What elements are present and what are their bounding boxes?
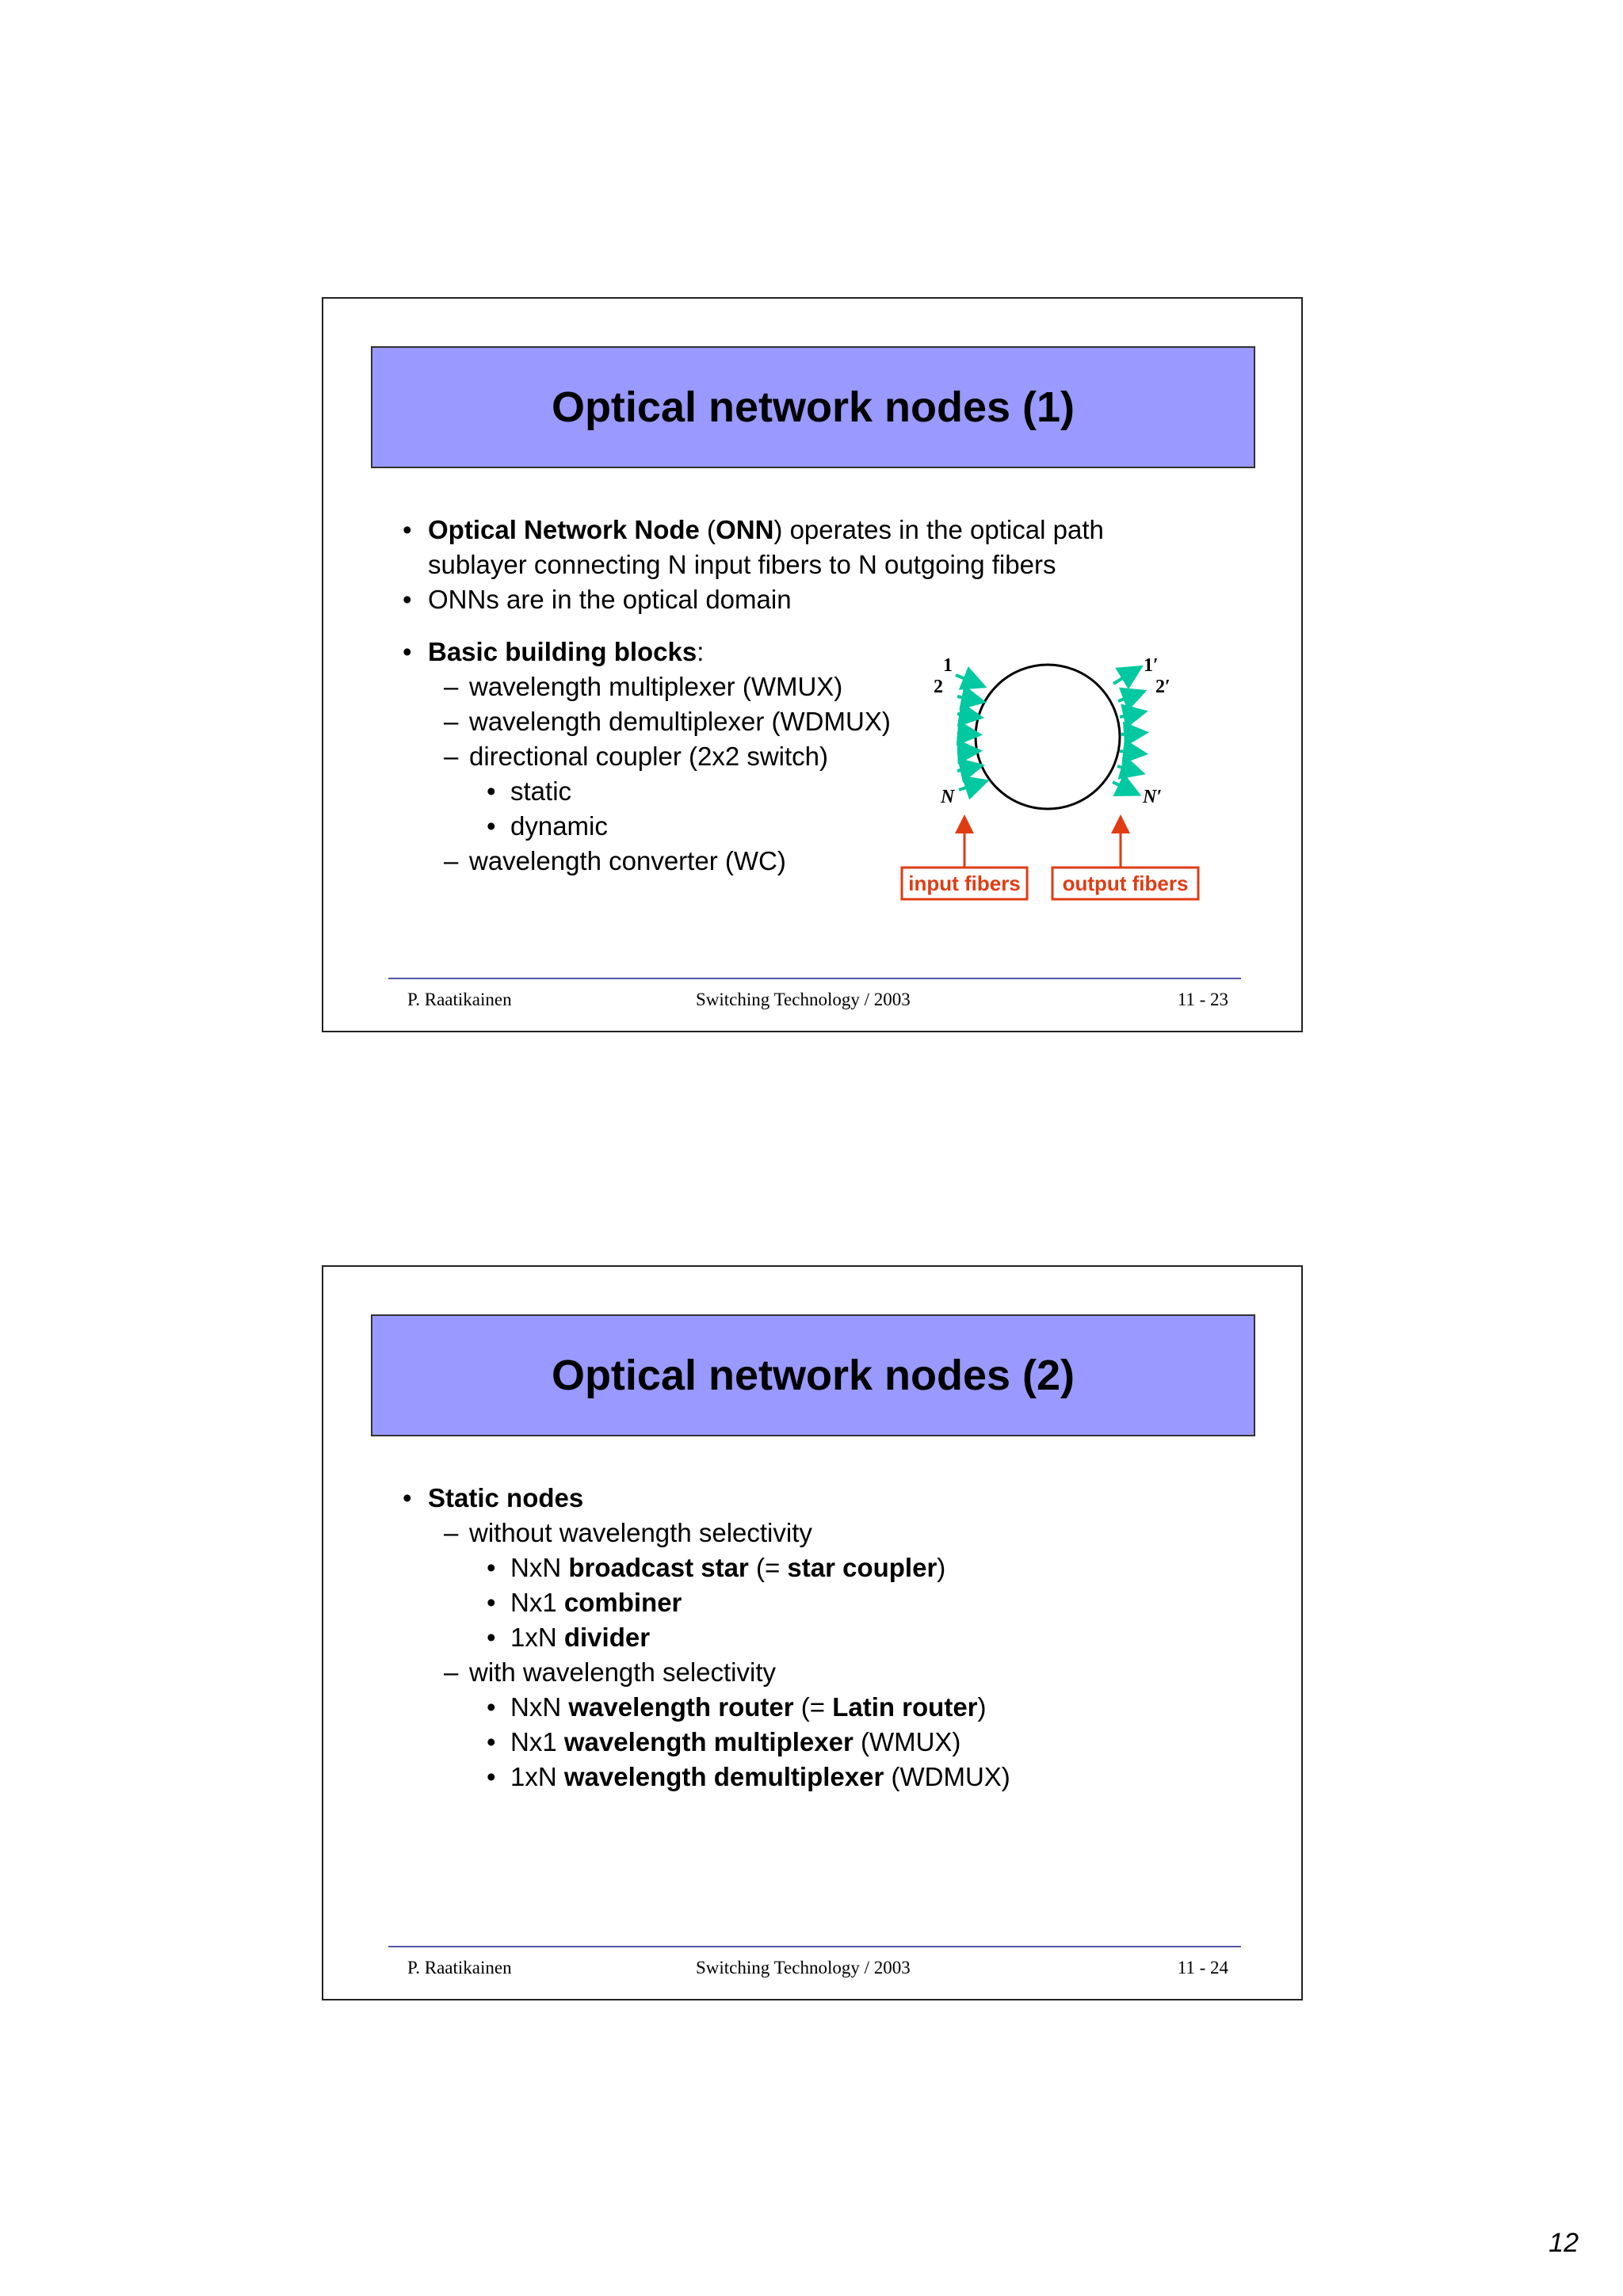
bullet-dot: • [487, 811, 496, 841]
text: wavelength converter (WC) [469, 846, 786, 875]
sub-sub-item [403, 1585, 1258, 1620]
slide-title-box [371, 346, 1255, 468]
text: wavelength multiplexer (WMUX) [469, 672, 843, 701]
bold-term: Optical Network Node [428, 515, 700, 544]
footer-author: P. Raatikainen [407, 990, 512, 1009]
output-label-1: 1′ [1144, 655, 1159, 676]
text: ONNs are in the optical domain [428, 585, 792, 614]
onn-diagram [878, 647, 1211, 905]
text: with wavelength selectivity [469, 1657, 777, 1687]
text: 1xN [510, 1623, 564, 1652]
text: static [510, 776, 572, 806]
footer-slide-number: 11 - 24 [1177, 1958, 1228, 1978]
slide-title: Optical network nodes (1) [551, 383, 1075, 431]
dash-mark: – [444, 846, 459, 875]
bullet-onn [403, 513, 1165, 582]
text: dynamic [510, 811, 608, 841]
bullet-dot: • [403, 515, 412, 544]
bullet-dot: • [487, 1692, 496, 1722]
text: directional coupler (2x2 switch) [469, 742, 829, 771]
text: (WDMUX) [884, 1762, 1010, 1791]
output-label-n: N′ [1143, 787, 1163, 807]
bold-term: wavelength multiplexer [563, 1727, 854, 1756]
input-label-n: N [941, 787, 955, 807]
text: without wavelength selectivity [469, 1518, 812, 1547]
text: ( [699, 515, 716, 544]
bullet-dot: • [487, 1727, 496, 1756]
text: ) operates in the optical path sublayer connecting N input fibers to N outgoing fibers [428, 515, 1104, 579]
output-fibers-label: output fibers [1062, 871, 1189, 895]
text: (= [793, 1692, 833, 1722]
slide-body [403, 1481, 1258, 1794]
input-fibers-label: input fibers [908, 871, 1021, 895]
input-label-2: 2 [934, 677, 943, 697]
input-label-1: 1 [943, 655, 953, 676]
sub-sub-item [403, 1760, 1258, 1794]
text: Nx1 [510, 1727, 564, 1756]
bullet-dot: • [403, 585, 412, 614]
bullet-dot: • [403, 637, 412, 666]
bold-term: star coupler [787, 1553, 938, 1582]
output-label-2: 2′ [1155, 677, 1170, 697]
bold-term: Latin router [832, 1692, 978, 1722]
node-circle [976, 665, 1120, 809]
footer-divider [388, 1946, 1241, 1947]
bullet-static-nodes [403, 1481, 1258, 1516]
bullet-dot: • [487, 776, 496, 806]
bold-term: broadcast star [568, 1553, 749, 1582]
page-number: 12 [1549, 2228, 1579, 2258]
dash-mark: – [444, 707, 459, 736]
dash-mark: – [444, 1657, 459, 1687]
footer-divider [388, 978, 1241, 979]
slide-1 [322, 297, 1303, 1032]
text: (= [748, 1553, 788, 1582]
sub-item [403, 1516, 1258, 1550]
bullet-dot: • [487, 1588, 496, 1617]
sub-sub-item [403, 1550, 1258, 1585]
bold-term: ONN [716, 515, 774, 544]
text: wavelength demultiplexer (WDMUX) [469, 707, 891, 736]
bullet-dot: • [487, 1553, 496, 1582]
dash-mark: – [444, 1518, 459, 1547]
text: 1xN [510, 1762, 564, 1791]
slide-2 [322, 1265, 1303, 2000]
sub-sub-item [403, 1690, 1258, 1725]
footer-slide-number: 11 - 23 [1177, 990, 1228, 1009]
sub-sub-item [403, 1725, 1258, 1760]
slide-title-box [371, 1314, 1255, 1436]
text: NxN [510, 1553, 569, 1582]
dash-mark: – [444, 742, 459, 771]
bullet-dot: • [487, 1762, 496, 1791]
bold-term: divider [563, 1623, 651, 1652]
bold-term: wavelength router [568, 1692, 794, 1722]
text: NxN [510, 1692, 569, 1722]
text: ) [977, 1692, 987, 1722]
footer-course: Switching Technology / 2003 [696, 990, 911, 1009]
bullet-dot: • [487, 1623, 496, 1652]
text: : [697, 637, 705, 666]
bold-term: combiner [563, 1588, 682, 1617]
bullet-domain [403, 582, 1258, 617]
bold-term: Basic building blocks [428, 637, 697, 666]
footer-course: Switching Technology / 2003 [696, 1958, 911, 1978]
dash-mark: – [444, 672, 459, 701]
bold-term: wavelength demultiplexer [563, 1762, 884, 1791]
text: Nx1 [510, 1588, 564, 1617]
sub-sub-item [403, 1620, 1258, 1655]
text: (WMUX) [853, 1727, 961, 1756]
text: ) [937, 1553, 946, 1582]
bullet-dot: • [403, 1483, 412, 1512]
slide-title: Optical network nodes (2) [551, 1352, 1075, 1399]
sub-item [403, 1655, 1258, 1690]
bold-term: Static nodes [428, 1483, 584, 1512]
footer-author: P. Raatikainen [407, 1958, 512, 1978]
